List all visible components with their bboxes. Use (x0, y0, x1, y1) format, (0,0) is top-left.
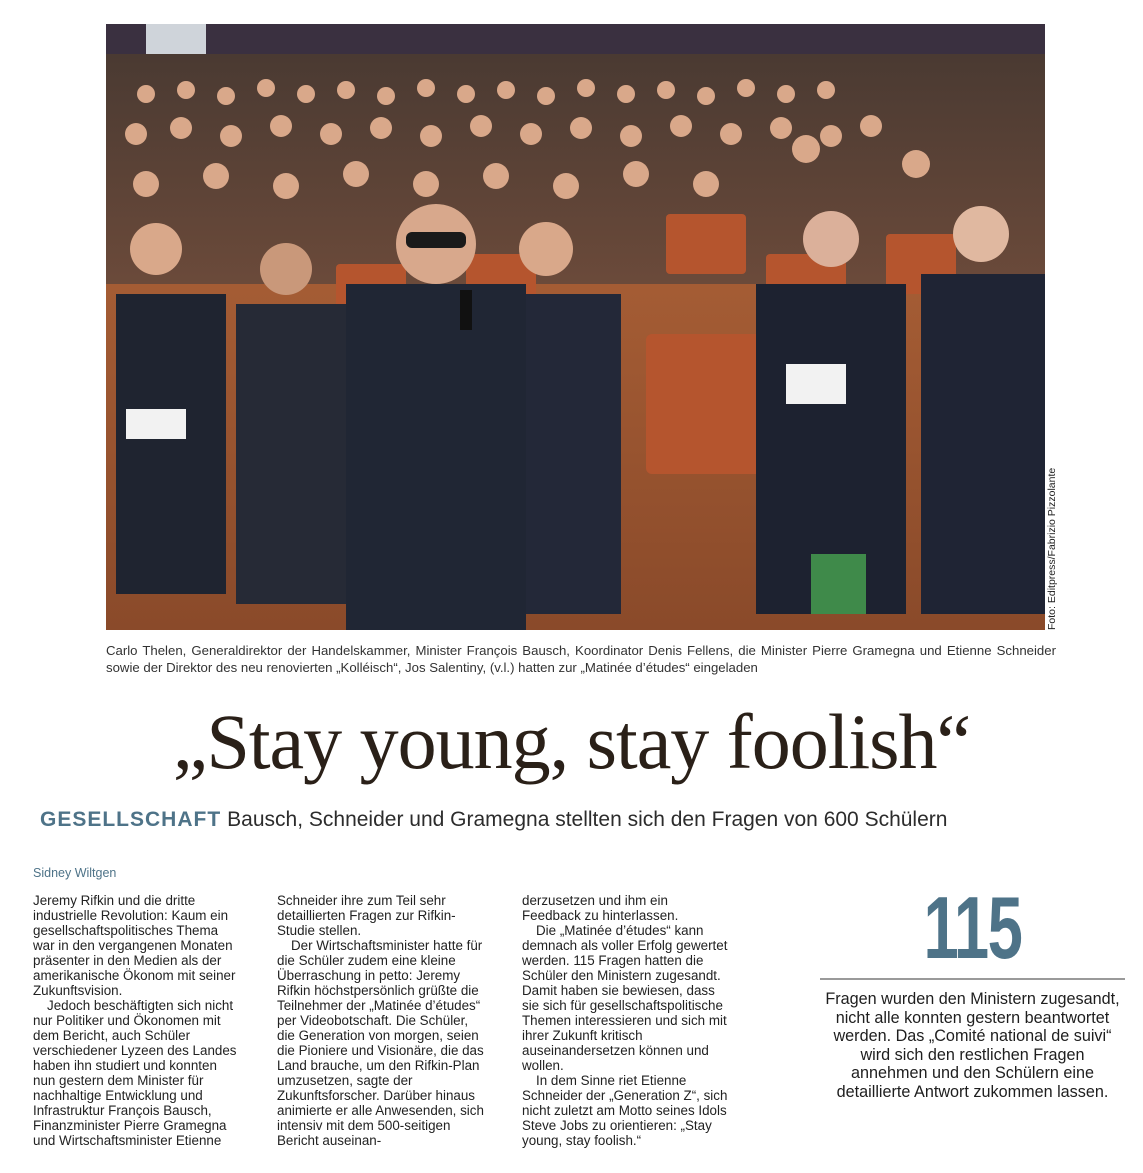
byline: Sidney Wiltgen (33, 866, 117, 880)
subheadline-text: Bausch, Schneider und Gramegna stellten sich den Fragen von 600 Schülern (227, 808, 948, 831)
photo-credit (1044, 467, 1143, 630)
fact-text: Fragen wurden den Ministern zugesandt, nicht alle konnten gestern beantwortet werden. Das „Comité national de suivi“ wird sich den restlichen Fragen annehmen und den Schülern eine detaillierte Antwort zukommen lassen. (825, 990, 1120, 1101)
headline: „Stay young, stay foolish“ (172, 698, 971, 785)
photo-illustration (106, 24, 1045, 630)
article-column-2 (277, 893, 485, 1148)
paragraph: Jedoch beschäftigten sich nicht nur Politiker und Ökonomen mit dem Bericht, auch Schüler verschiedener Lyzeen des Landes haben ihn studiert und konnten nun gestern dem Minister für nachhaltige Entwicklung und Infrastruktur François Bausch, Finanzminister Pierre Gramegna und Wirtschaftsminister Etienne (33, 998, 237, 1148)
paragraph: Schneider ihre zum Teil sehr detaillierten Fragen zur Rifkin-Studie stellen. (277, 893, 456, 938)
paragraph: In dem Sinne riet Etienne Schneider der „Generation Z“, sich nicht zuletzt am Motto seines Idols Steve Jobs zu orientieren: „Stay young, stay foolish.“ (522, 1073, 728, 1148)
section-kicker: GESELLSCHAFT (40, 808, 222, 831)
article-column-1 (33, 893, 241, 1148)
photo-caption: Carlo Thelen, Generaldirektor der Handelskammer, Minister François Bausch, Koordinator Denis Fellens, die Minister Pierre Gramegna und Etienne Schneider sowie der Direktor des neu renovierten „Kolléisch“, Jos Salentiny, (v.l.) hatten zur „Matinée d’études“ eingeladen (106, 643, 1056, 675)
fact-box (820, 880, 1125, 1101)
paragraph: derzusetzen und ihm ein Feedback zu hinterlassen. (522, 893, 679, 923)
paragraph: Der Wirtschaftsminister hatte für die Schüler zudem eine kleine Überraschung in petto: Jeremy Rifkin höchstpersönlich grüßte die Teilnehmer der „Matinée d’études“ per Videobotschaft. Die Schüler, die Generation von morgen, seien die Pioniere und Visionäre, die das Land brauche, um den Rifkin-Plan umzusetzen, sagte der Zukunftsforscher. Darüber hinaus animierte er alle Anwesenden, sich intensiv mit dem 500-seitigen Bericht auseinan- (277, 938, 484, 1148)
fact-divider (820, 978, 1125, 980)
subheadline (40, 806, 1130, 834)
paragraph: Die „Matinée d’études“ kann demnach als voller Erfolg gewertet werden. 115 Fragen hatten die Schüler den Ministern zugesandt. Damit haben sie bewiesen, dass sie sich für gesellschaftspolitische Themen interessieren und sich mit ihrer Zukunft kritisch auseinandersetzen können und wollen. (522, 923, 728, 1073)
paragraph: Jeremy Rifkin und die dritte industrielle Revolution: Kaum ein gesellschaftspolitisches Thema war in den vergangenen Monaten präsenter in den Medien als der amerikanische Ökonom mit seiner Zukunftsvision. (33, 893, 236, 998)
article-column-3 (522, 893, 730, 1148)
photo-credit-text: Foto: Editpress/Fabrizio Pizzolante (1046, 467, 1058, 630)
article-photo (106, 24, 1045, 630)
fact-number: 115 (923, 878, 1022, 977)
